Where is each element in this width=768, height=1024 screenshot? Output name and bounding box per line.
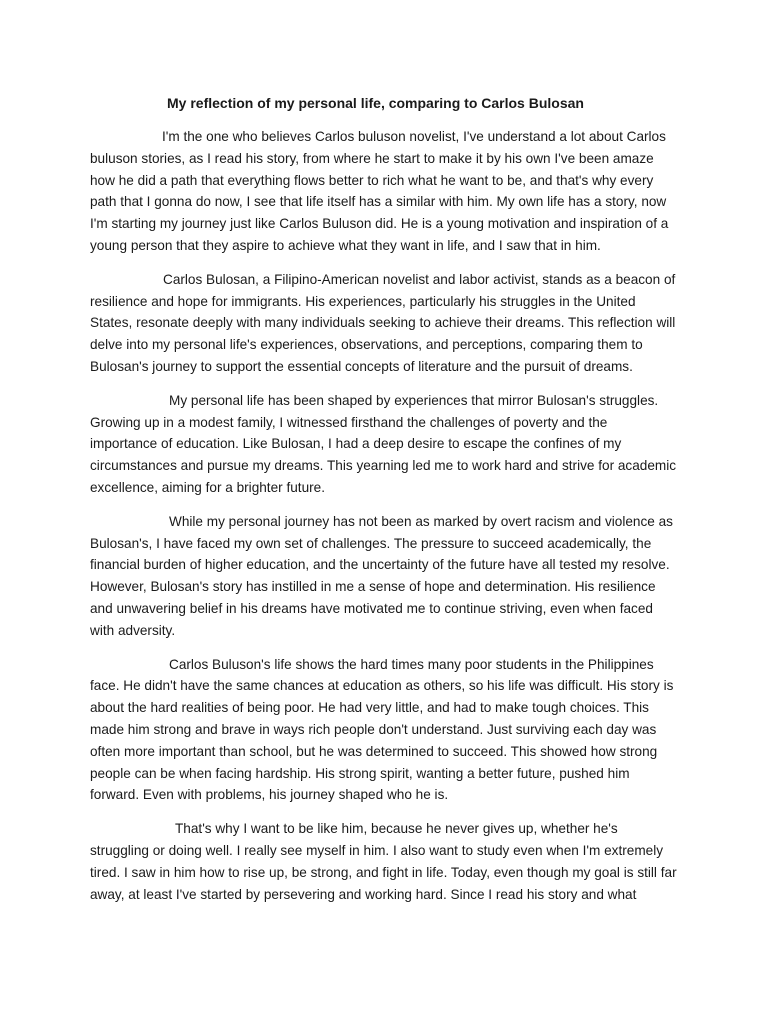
paragraph: I'm the one who believes Carlos buluson novelist, I've understand a lot about Carlos buluson stories, as I read his story, from where he start to make it by his own I've been amaze how he did a path that everything flows better to rich what he want to be, and that's why every path that I gonna do now, I see that life itself has a similar with him. My own life has a story, now I'm starting my journey just like Carlos Buluson did. He is a young motivation and inspiration of a young person that they aspire to achieve what they want in life, and I saw that in him.: [90, 129, 669, 253]
paragraph: That's why I want to be like him, because he never gives up, whether he's struggling or doing well. I really see myself in him. I also want to study even when I'm extremely tired. I saw in him how to rise up, be strong, and fight in life. Today, even though my goal is still far away, at least I've started by persevering and working hard. Since I read his story and what: [90, 821, 677, 902]
paragraph: Carlos Buluson's life shows the hard times many poor students in the Philippines face. He didn't have the same chances at education as others, so his life was difficult. His story is about the hard realities of being poor. He had very little, and had to make tough choices. This made him strong and brave in ways rich people don't understand. Just surviving each day was often more important than school, but he was determined to succeed. This showed how strong people can be when facing hardship. His strong spirit, wanting a better future, pushed him forward. Even with problems, his journey shaped who he is.: [90, 656, 674, 803]
document-title: My reflection of my personal life, comparing to Carlos Bulosan: [167, 95, 584, 111]
paragraph: Carlos Bulosan, a Filipino-American novelist and labor activist, stands as a beacon of resilience and hope for immigrants. His experiences, particularly his struggles in the United States, resonate deeply with many individuals seeking to achieve their dreams. This reflection will delve into my personal life's experiences, observations, and perceptions, comparing them to Bulosan's journey to support the essential concepts of literature and the pursuit of dreams.: [90, 271, 676, 374]
paragraph: My personal life has been shaped by experiences that mirror Bulosan's struggles. Growing up in a modest family, I witnessed firsthand the challenges of poverty and the importance of education. Like Bulosan, I had a deep desire to escape the confines of my circumstances and pursue my dreams. This yearning led me to work hard and strive for academic excellence, aiming for a brighter future.: [90, 392, 677, 495]
paragraph: While my personal journey has not been as marked by overt racism and violence as Bulosan's, I have faced my own set of challenges. The pressure to succeed academically, the financial burden of higher education, and the uncertainty of the future have all tested my resolve. However, Bulosan's story has instilled in me a sense of hope and determination. His resilience and unwavering belief in his dreams have motivated me to continue striving, even when faced with adversity.: [90, 513, 673, 638]
